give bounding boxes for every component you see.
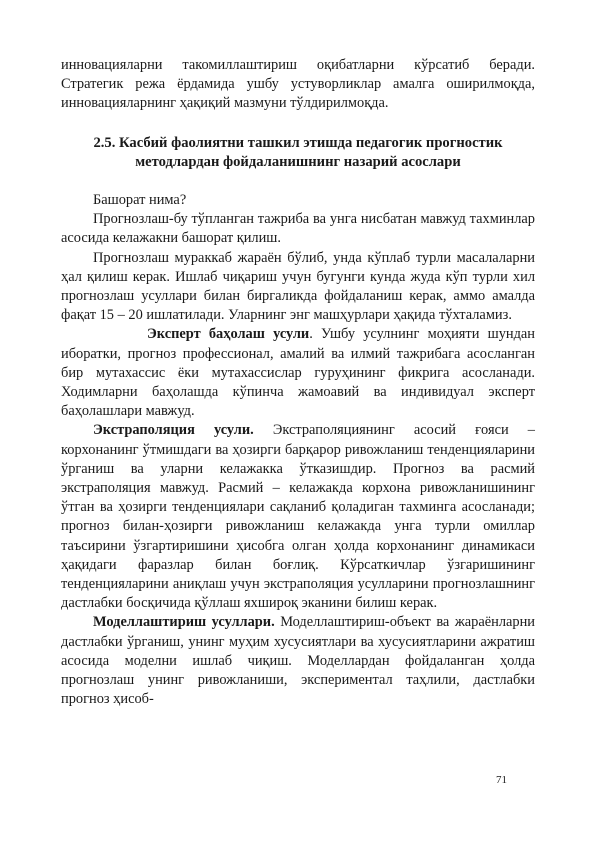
method-text: Моделлаштириш-объект ва жараёнларни дастлабки ўрганиш, унинг муҳим хусусиятлари ва хусусиятларини ажратиш асосида моделни ишлаб чиқиш. Моделлардан фойдаланган ҳолда прогнозлаш унинг ривожланиши, экспериментал таҳлили, дастлабки прогноз ҳисоб-: [61, 614, 535, 708]
method-term: Эксперт баҳолаш усули: [147, 326, 310, 343]
method-text: Экстраполяциянинг асосий ғояси – корхонанинг ўтмишдаги ва ҳозирги барқарор ривожланиш тенденцияларини ўрганиш ва уларни келажакка ўтказишдир. Прогноз ва расмий экстраполяция мавжуд. Расмий – келажакда корхона ривожланишининг ўтган ва ҳозирги тенденциялари сақланиб қоладиган тахминга асосланади; прогноз билан-ҳозирги ривожланиш келажакда унга турли омиллар таъсирини ўзгартиришини ҳисобга олган ҳолда корхонанинг динамикаси ҳақидаги фаразлар билан боғлиқ. Кўрсаткичлар ўзгаришининг тенденцияларини аниқлаш учун экстраполяция усулларини прогнозлашнинг дастлабки босқичида қўллаш яхшироқ эканини билиш керак.: [61, 422, 535, 612]
definition-paragraph: Прогнозлаш-бу тўпланган тажриба ва унга нисбатан мавжуд тахминлар асосида келажакни башорат қилиш.: [61, 211, 535, 247]
method-term: Экстраполяция усули.: [93, 422, 254, 439]
method-text: Ушбу усулнинг моҳияти шундан иборатки, прогноз профессионал, амалий ва илмий тажрибага асосланган бир мутахассис ёки мутахассислар гуруҳининг фикрига асосланади. Ходимларни баҳолашда кўпинча жамоавий ва индивидуал эксперт баҳолашлари мавжуд.: [61, 326, 535, 420]
overview-paragraph: Прогнозлаш мураккаб жараён бўлиб, унда кўплаб турли масалаларни ҳал қилиш керак. Ишлаб чиқариш учун бугунги кунда жуда кўп турли хил прогнозлаш усуллари билан биргаликда фойдаланиш керак, аммо амалда фақат 15 – 20 ишлатилади. Уларнинг энг машҳурлари ҳақида тўхталамиз.: [61, 249, 535, 324]
method-extrapolation-paragraph: [61, 421, 535, 613]
question-paragraph: Башорат нима?: [93, 192, 187, 209]
intro-paragraph: инновацияларни такомиллаштириш оқибатларни кўрсатиб беради. Стратегик режа ёрдамида ушбу устуворликлар амалга оширилмоқда, инновацияларнинг ҳақиқий мазмуни тўлдирилмоқда.: [61, 57, 535, 112]
page-number: 71: [496, 774, 507, 786]
document-page: [61, 56, 535, 710]
method-modeling-paragraph: [61, 613, 535, 709]
method-expert-paragraph: Эксперт баҳолаш усули. Ушбу усулнинг моҳияти шундан иборатки, прогноз профессионал, амалий ва илмий тажрибага асосланган бир мутахассис ёки мутахассислар гуруҳининг фикрига асосланади. Ходимларни баҳолашда кўпинча жамоавий ва индивидуал эксперт баҳолашлари мавжуд.: [61, 326, 535, 420]
section-heading: 2.5. Касбий фаолиятни ташкил этишда педагогик прогностик методлардан фойдаланишнинг назарий асослари: [93, 134, 503, 170]
method-term: Моделлаштириш усуллари.: [93, 614, 275, 631]
